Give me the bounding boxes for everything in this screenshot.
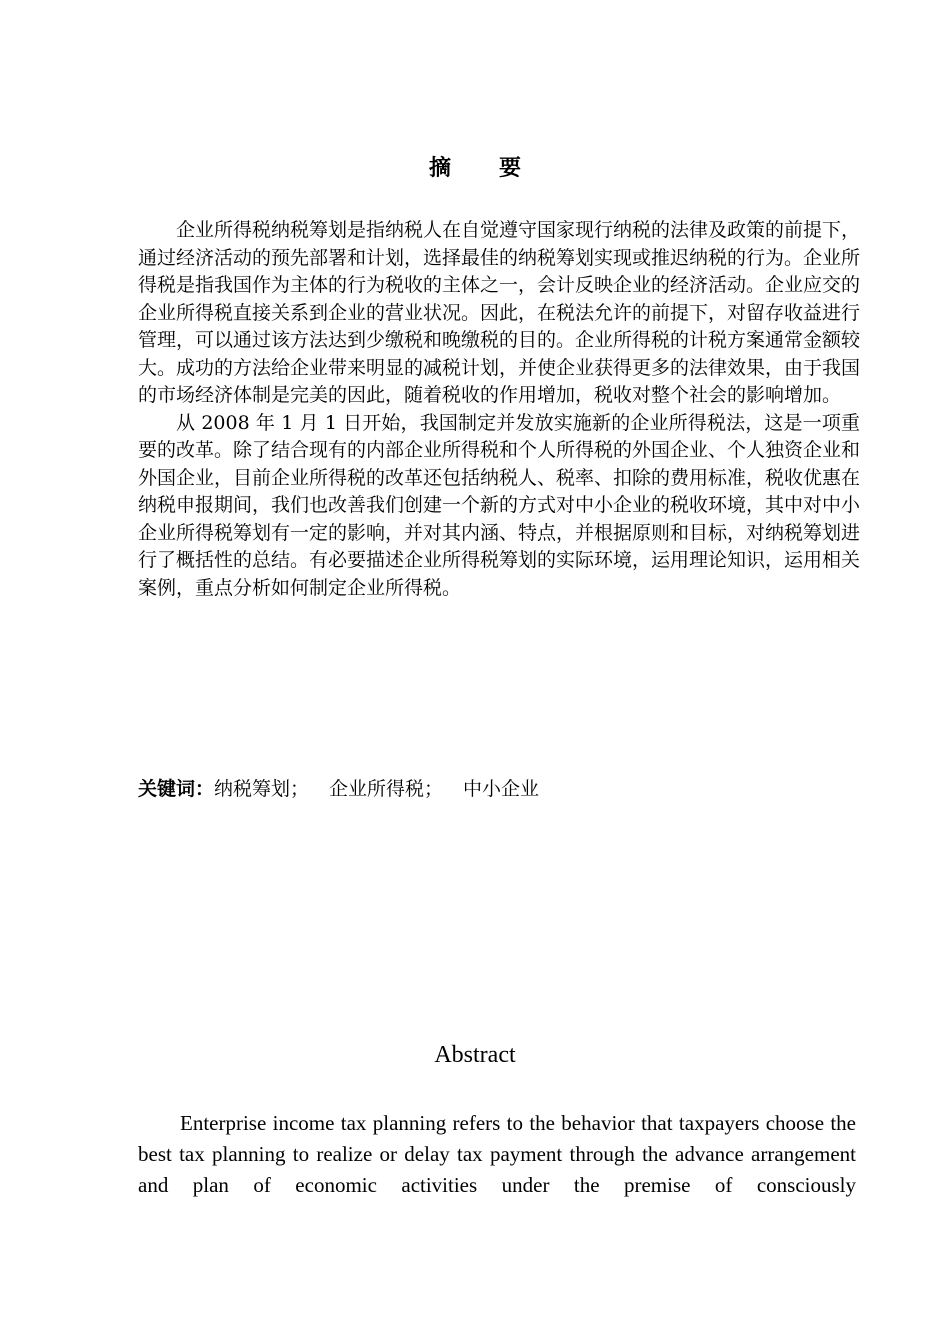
abstract-en-title: Abstract xyxy=(434,1042,516,1068)
abstract-cn-title xyxy=(0,152,950,186)
abstract-cn-title-char-1: 摘 xyxy=(428,156,451,181)
abstract-cn-body xyxy=(138,217,860,602)
keywords-label: 关键词： xyxy=(138,778,215,800)
abstract-cn-title-char-2: 要 xyxy=(499,156,522,181)
keyword-item-2: 企业所得税； xyxy=(329,778,444,800)
keyword-item-3: 中小企业 xyxy=(463,778,540,800)
keyword-item-1: 纳税筹划； xyxy=(214,778,310,800)
abstract-en-paragraph-1: Enterprise income tax planning refers to the behavior that taxpayers choose the best tax planning to realize or delay tax payment through the advance arrangement and plan of economic activities under the premise of consciously xyxy=(138,1111,856,1197)
keywords-line xyxy=(138,774,539,804)
abstract-en-body xyxy=(138,1108,856,1201)
abstract-cn-paragraph-1: 企业所得税纳税筹划是指纳税人在自觉遵守国家现行纳税的法律及政策的前提下，通过经济活动的预先部署和计划，选择最佳的纳税筹划实现或推迟纳税的行为。企业所得税是指我国作为主体的行为税收的主体之一，会计反映企业的经济活动。企业应交的企业所得税直接关系到企业的营业状况。因此，在税法允许的前提下，对留存收益进行管理，可以通过该方法达到少缴税和晚缴税的目的。企业所得税的计税方案通常金额较大。成功的方法给企业带来明显的减税计划，并使企业获得更多的法律效果，由于我国的市场经济体制是完美的因此，随着税收的作用增加，税收对整个社会的影响增加。 xyxy=(138,219,861,406)
abstract-cn-paragraph-2: 从 2008 年 1 月 1 日开始，我国制定并发放实施新的企业所得税法，这是一项重要的改革。除了结合现有的内部企业所得税和个人所得税的外国企业、个人独资企业和外国企业，目前企业所得税的改革还包括纳税人、税率、扣除的费用标准，税收优惠在纳税申报期间，我们也改善我们创建一个新的方式对中小企业的税收环境，其中对中小企业所得税筹划有一定的影响，并对其内涵、特点，并根据原则和目标，对纳税筹划进行了概括性的总结。有必要描述企业所得税筹划的实际环境，运用理论知识，运用相关案例，重点分析如何制定企业所得税。 xyxy=(138,411,861,599)
